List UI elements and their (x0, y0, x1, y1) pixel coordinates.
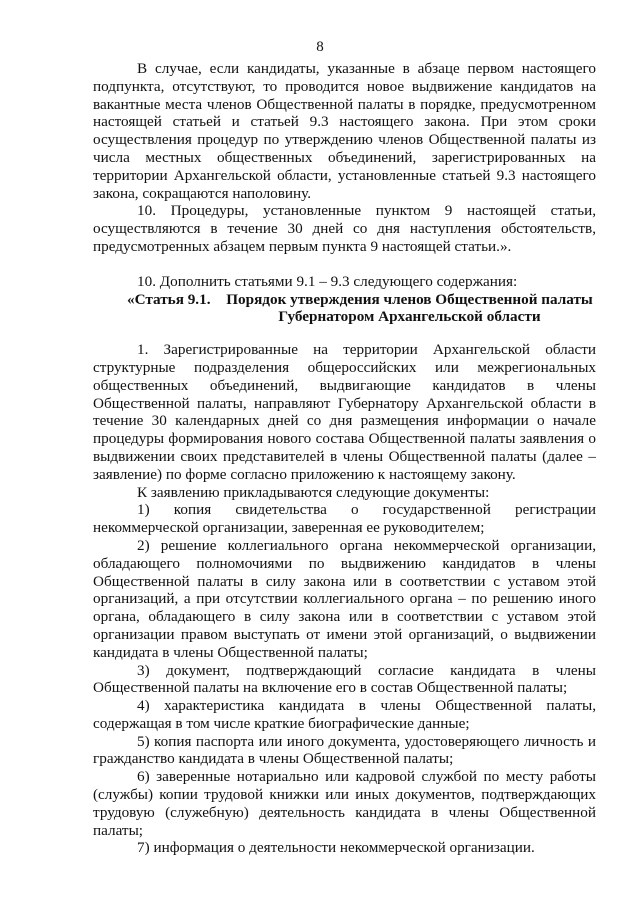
document-body (93, 60, 596, 857)
article-number: «Статья 9.1. (127, 290, 211, 308)
list-item: 6) заверенные нотариально или кадровой службой по месту работы (службы) копии трудовой книжки или иных документов, подтверждающих трудовую (служебную) деятельность кандидата в члены Общественной палаты; (93, 768, 596, 839)
paragraph: 10. Процедуры, установленные пунктом 9 настоящей статьи, осуществляются в течение 30 дней со дня наступления обстоятельств, предусмотренных абзацем первым пункта 9 настоящей статьи.». (93, 202, 596, 255)
paragraph: К заявлению прикладываются следующие документы: (137, 483, 490, 501)
list-item: 7) информация о деятельности некоммерческой организации. (137, 839, 535, 857)
list-item: 3) документ, подтверждающий согласие кандидата в члены Общественной палаты на включение его в состав Общественной палаты; (93, 661, 596, 697)
paragraph: 1. Зарегистрированные на территории Архангельской области структурные подразделения общероссийских или межрегиональных общественных объединений, выдвигающие кандидатов в члены Общественной палаты, направляют Губернатору Архангельской области в течение 30 календарных дней со дня размещения информации о начале процедуры формирования нового состава Общественной палаты заявления о выдвижении своих представителей в члены Общественной палаты (далее – заявление) по форме согласно приложению к настоящему закону. (93, 341, 596, 483)
article-heading (93, 291, 596, 327)
list-item: 4) характеристика кандидата в члены Общественной палаты, содержащая в том числе краткие биографические данные; (93, 697, 596, 732)
paragraph: В случае, если кандидаты, указанные в абзаце первом настоящего подпункта, отсутствуют, то проводится новое выдвижение кандидатов на вакантные места членов Общественной палаты в порядке, предусмотренном настоящей статьей и статьей 9.3 настоящего закона. При этом сроки осуществления процедур по утверждению членов Общественной палаты из числа местных общественных объединений, зарегистрированных на территории Архангельской области, установленные статьей 9.3 настоящего закона, сокращаются наполовину. (93, 60, 596, 202)
list-item: 1) копия свидетельства о государственной регистрации некоммерческой организации, заверенная ее руководителем; (93, 501, 596, 537)
page-number: 8 (316, 39, 324, 55)
list-item: 2) решение коллегиального органа некоммерческой организации, обладающего полномочиями по выдвижению кандидатов в члены Общественной палаты в силу закона или в соответствии с уставом этой организаций, а при отсутствии коллегиального органа – по решению иного органа, обладающего в силу закона или в соответствии с уставом этой организации правом выступать от имени этой организаций, о выдвижении кандидата в члены Общественной палаты; (93, 536, 596, 661)
paragraph-amendment-intro: 10. Дополнить статьями 9.1 – 9.3 следующего содержания: (137, 272, 518, 290)
article-title: Порядок утверждения членов Общественной палаты Губернатором Архангельской области (226, 290, 593, 326)
list-item: 5) копия паспорта или иного документа, удостоверяющего личность и гражданство кандидата в члены Общественной палаты; (93, 732, 596, 768)
